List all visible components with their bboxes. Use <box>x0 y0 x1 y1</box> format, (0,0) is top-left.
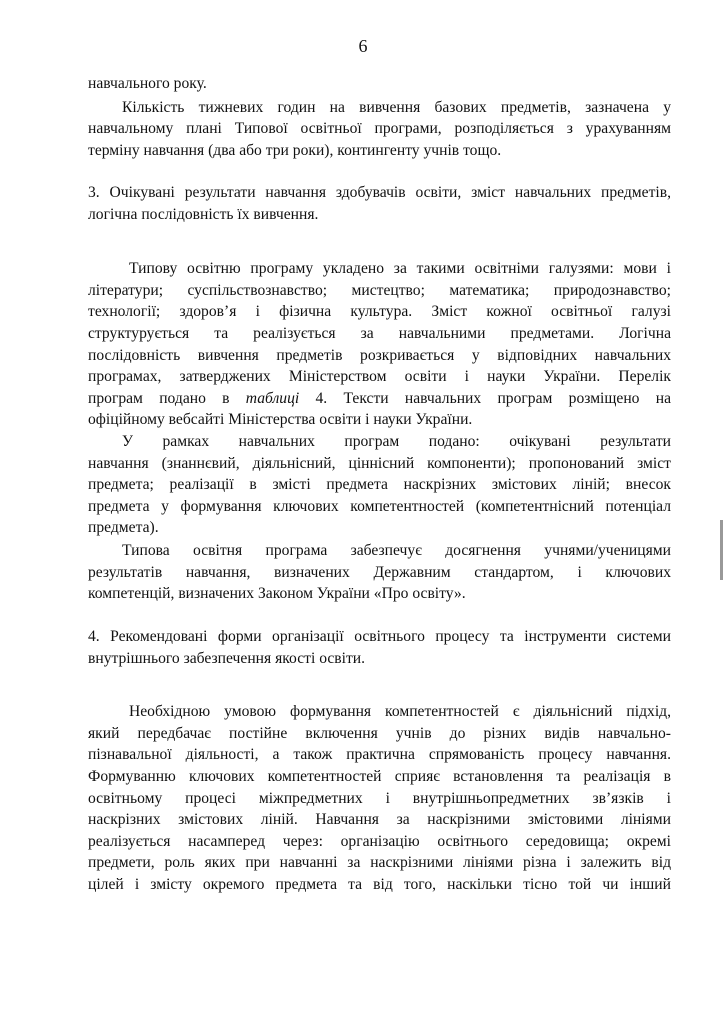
text-line <box>122 541 671 561</box>
text-line <box>88 745 671 765</box>
text-line <box>122 98 671 118</box>
text-line <box>88 183 671 203</box>
text-run: Кількість тижневих годин на вивчення базових предметів, зазначена у <box>122 99 671 116</box>
text-line <box>88 767 671 787</box>
text-run: який передбачає постійне включення учнів до різних видів навчально- <box>88 725 671 742</box>
text-line <box>129 702 671 722</box>
text-line <box>88 649 671 669</box>
text-line <box>88 627 671 647</box>
text-run: логічна послідовність їх вивчення. <box>88 206 319 223</box>
text-line <box>88 518 671 538</box>
text-run: офіційному вебсайті Міністерства освіти і науки України. <box>88 411 473 428</box>
text-run: предмети, роль яких при навчанні за наскрізними лініями різна і залежить від <box>88 854 671 871</box>
scan-edge-mark <box>720 520 723 580</box>
text-run: послідовність вивчення предметів розкривається у відповідних навчальних <box>88 347 671 364</box>
text-line <box>88 410 671 430</box>
text-run: компетенцій, визначених Законом України «Про освіту». <box>88 585 466 602</box>
text-line <box>88 853 671 873</box>
text-run: предмета; реалізації в змісті предмета наскрізних змістових ліній; внесок <box>88 476 671 493</box>
text-line <box>88 281 671 301</box>
text-line <box>88 324 671 344</box>
text-line <box>88 389 671 409</box>
text-line <box>88 563 671 583</box>
text-line <box>88 302 671 322</box>
text-line <box>88 205 671 225</box>
text-line <box>88 724 671 744</box>
text-run: літератури; суспільствознавство; мистецтво; математика; природознавство; <box>88 282 671 299</box>
text-run: навчальному плані Типової освітньої програми, розподіляється з урахуванням <box>88 120 671 137</box>
text-run: Типова освітня програма забезпечує досягнення учнями/ученицями <box>122 542 671 559</box>
text-line <box>122 432 671 452</box>
text-run: програм подано в <box>88 390 246 407</box>
text-run: цілей і змісту окремого предмета та від того, наскільки тісно той чи інший <box>88 876 671 893</box>
text-line <box>88 346 671 366</box>
page-number: 6 <box>358 36 368 56</box>
text-line <box>88 810 671 830</box>
text-run: 4. Рекомендовані форми організації освітнього процесу та інструменти системи <box>88 628 671 645</box>
text-run: терміну навчання (два або три роки), контингенту учнів тощо. <box>88 142 502 159</box>
text-run: Формуванню ключових компетентностей сприяє встановлення та реалізація в <box>88 768 671 785</box>
text-run: реалізується насамперед через: організацію освітнього середовища; окремі <box>88 833 671 850</box>
text-run: пізнавальної діяльності, а також практична спрямованість процесу навчання. <box>88 746 671 763</box>
text-line <box>88 119 671 139</box>
text-run: У рамках навчальних програм подано: очікувані результати <box>122 433 671 450</box>
text-line <box>88 789 671 809</box>
text-run: Необхідною умовою формування компетентностей є діяльнісний підхід, <box>129 703 671 720</box>
text-line <box>88 74 671 94</box>
text-line <box>88 832 671 852</box>
text-run: 3. Очікувані результати навчання здобувачів освіти, зміст навчальних предметів, <box>88 184 671 201</box>
text-run: навчання (знаннєвий, діяльнісний, ціннісний компоненти); пропонований зміст <box>88 455 671 472</box>
text-run: структурується та реалізується за навчальними предметами. Логічна <box>88 325 671 342</box>
text-run: наскрізних змістових ліній. Навчання за наскрізними змістовими лініями <box>88 811 671 828</box>
text-run: результатів навчання, визначених Державним стандартом, і ключових <box>88 564 671 581</box>
text-run: програмах, затверджених Міністерством освіти і науки України. Перелік <box>88 368 671 385</box>
text-run: навчального року. <box>88 75 207 92</box>
text-run: Типову освітню програму укладено за такими освітніми галузями: мови і <box>129 260 671 277</box>
text-line <box>88 367 671 387</box>
italic-text-run: таблиці <box>245 390 300 407</box>
text-line <box>88 141 671 161</box>
text-line <box>88 875 671 895</box>
text-run: технології; здоров’я і фізична культура. Зміст кожної освітньої галузі <box>88 303 671 320</box>
text-line <box>88 454 671 474</box>
text-run: внутрішнього забезпечення якості освіти. <box>88 650 366 667</box>
text-run: предмета у формування ключових компетентностей (компетентнісний потенціал <box>88 498 671 515</box>
text-run: 4. Тексти навчальних програм розміщено на <box>299 390 671 407</box>
text-run: освітньому процесі міжпредметних і внутрішньопредметних зв’язків і <box>88 790 671 807</box>
text-line <box>88 497 671 517</box>
text-run: предмета). <box>88 519 159 536</box>
text-line <box>129 259 671 279</box>
text-line <box>88 584 671 604</box>
text-line <box>88 475 671 495</box>
